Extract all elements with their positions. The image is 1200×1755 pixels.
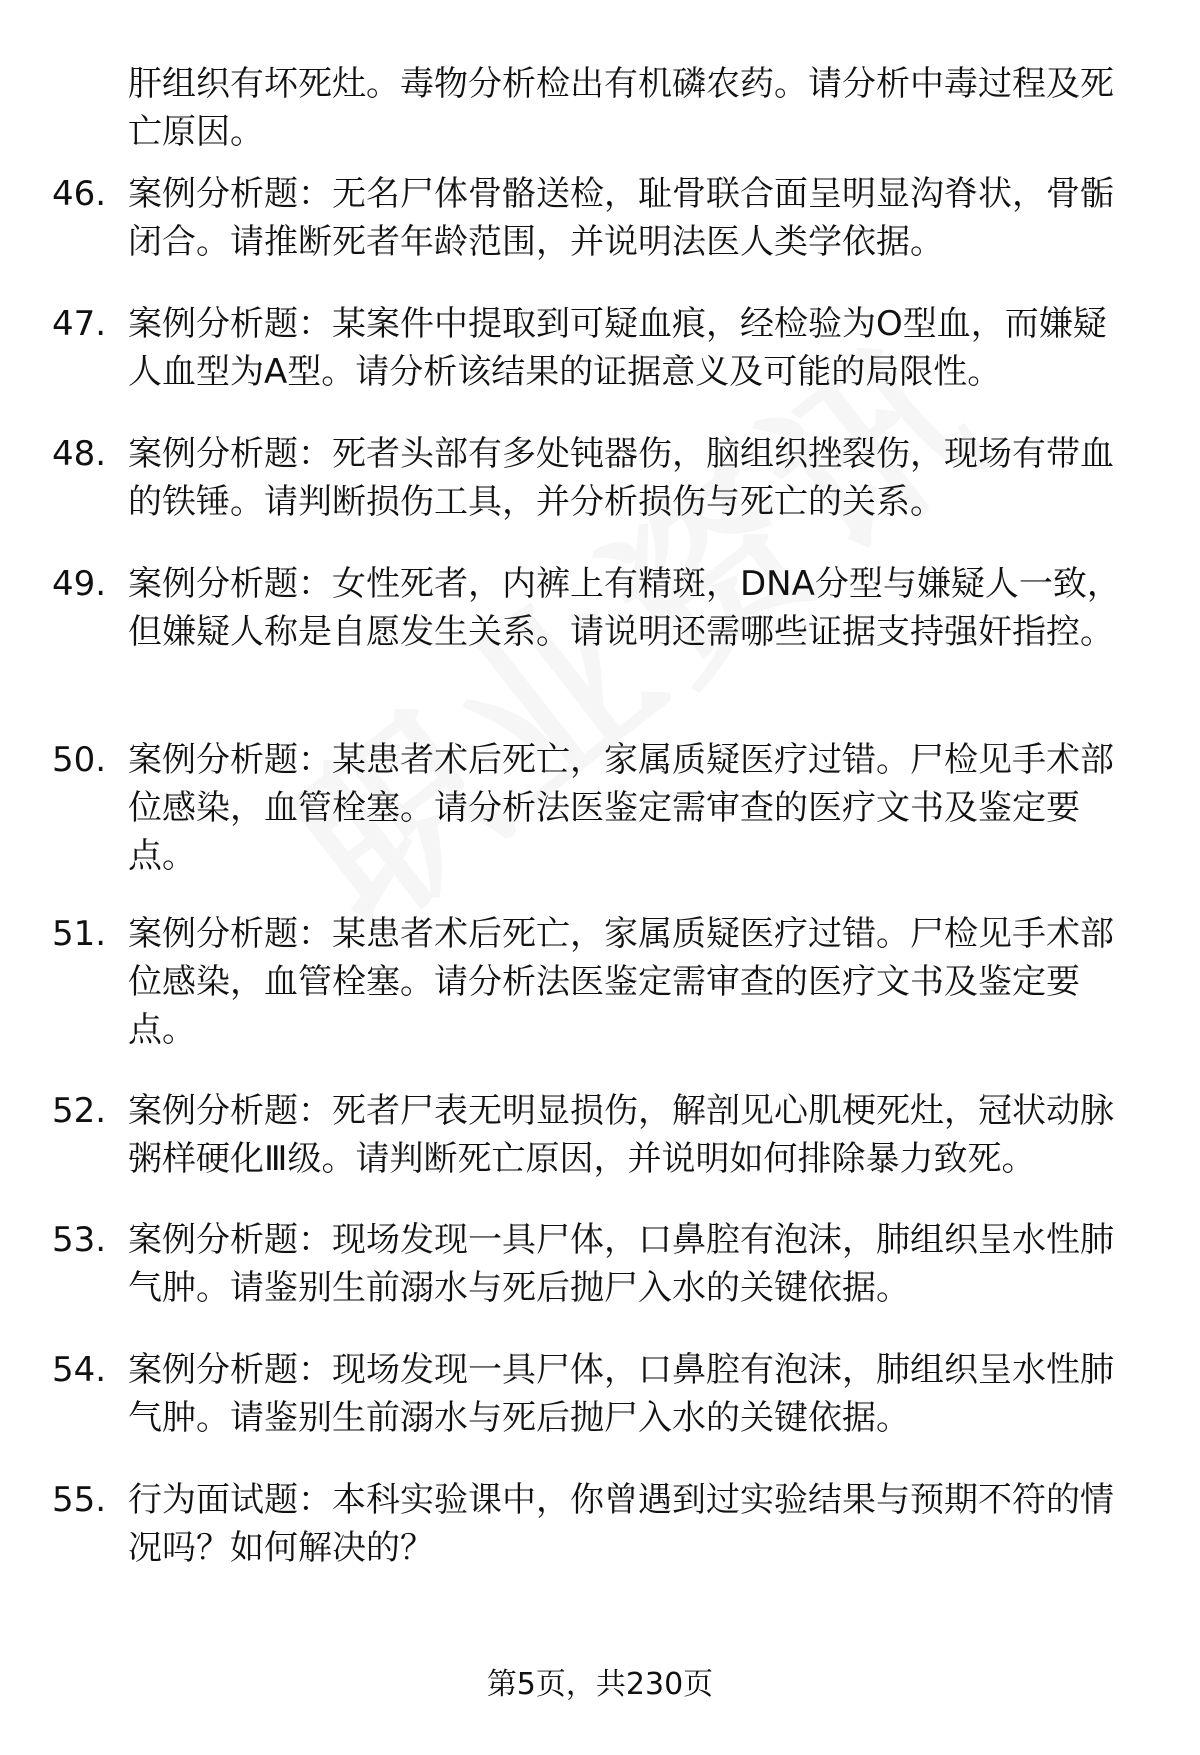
question-item: [52, 560, 1140, 656]
question-text: 行为面试题：本科实验课中，你曾遇到过实验结果与预期不符的情况吗？如何解决的？: [128, 1480, 1114, 1568]
question-number: 47.: [52, 304, 107, 344]
question-item: [52, 300, 1140, 396]
continued-question-text: 肝组织有坏死灶。毒物分析检出有机磷农药。请分析中毒过程及死亡原因。: [128, 64, 1114, 152]
question-number: 50.: [52, 740, 107, 780]
question-text: 案例分析题：某案件中提取到可疑血痕，经检验为O型血，而嫌疑人血型为A型。请分析该结果的证据意义及可能的局限性。: [128, 304, 1107, 392]
question-text: 案例分析题：现场发现一具尸体，口鼻腔有泡沫，肺组织呈水性肺气肿。请鉴别生前溺水与死后抛尸入水的关键依据。: [128, 1220, 1114, 1308]
question-text: 案例分析题：无名尸体骨骼送检，耻骨联合面呈明显沟脊状，骨骺闭合。请推断死者年龄范围，并说明法医人类学依据。: [128, 174, 1114, 262]
question-number: 55.: [52, 1480, 107, 1520]
question-text: 案例分析题：死者尸表无明显损伤，解剖见心肌梗死灶，冠状动脉粥样硬化Ⅲ级。请判断死亡原因，并说明如何排除暴力致死。: [128, 1091, 1114, 1179]
question-number: 49.: [52, 564, 107, 604]
question-number: 46.: [52, 174, 107, 214]
question-number: 48.: [52, 434, 107, 474]
question-item: [52, 430, 1140, 526]
question-item: [52, 736, 1140, 880]
question-text: 案例分析题：某患者术后死亡，家属质疑医疗过错。尸检见手术部位感染，血管栓塞。请分析法医鉴定需审查的医疗文书及鉴定要点。: [128, 740, 1114, 876]
question-item: [52, 1476, 1140, 1572]
question-text: 案例分析题：女性死者，内裤上有精斑，DNA分型与嫌疑人一致，但嫌疑人称是自愿发生关系。请说明还需哪些证据支持强奸指控。: [128, 564, 1121, 652]
question-number: 54.: [52, 1350, 107, 1390]
question-item: [52, 170, 1140, 266]
question-number: 52.: [52, 1091, 107, 1131]
question-text: 案例分析题：某患者术后死亡，家属质疑医疗过错。尸检见手术部位感染，血管栓塞。请分析法医鉴定需审查的医疗文书及鉴定要点。: [128, 914, 1114, 1050]
page-footer: 第5页，共230页: [486, 1667, 714, 1702]
question-number: 53.: [52, 1220, 107, 1260]
question-item: [52, 1087, 1140, 1183]
question-item: [52, 1346, 1140, 1442]
question-item: [52, 910, 1140, 1054]
question-text: 案例分析题：死者头部有多处钝器伤，脑组织挫裂伤，现场有带血的铁锤。请判断损伤工具，并分析损伤与死亡的关系。: [128, 434, 1114, 522]
question-text: 案例分析题：现场发现一具尸体，口鼻腔有泡沫，肺组织呈水性肺气肿。请鉴别生前溺水与死后抛尸入水的关键依据。: [128, 1350, 1114, 1438]
question-item: [52, 1216, 1140, 1312]
question-number: 51.: [52, 914, 107, 954]
